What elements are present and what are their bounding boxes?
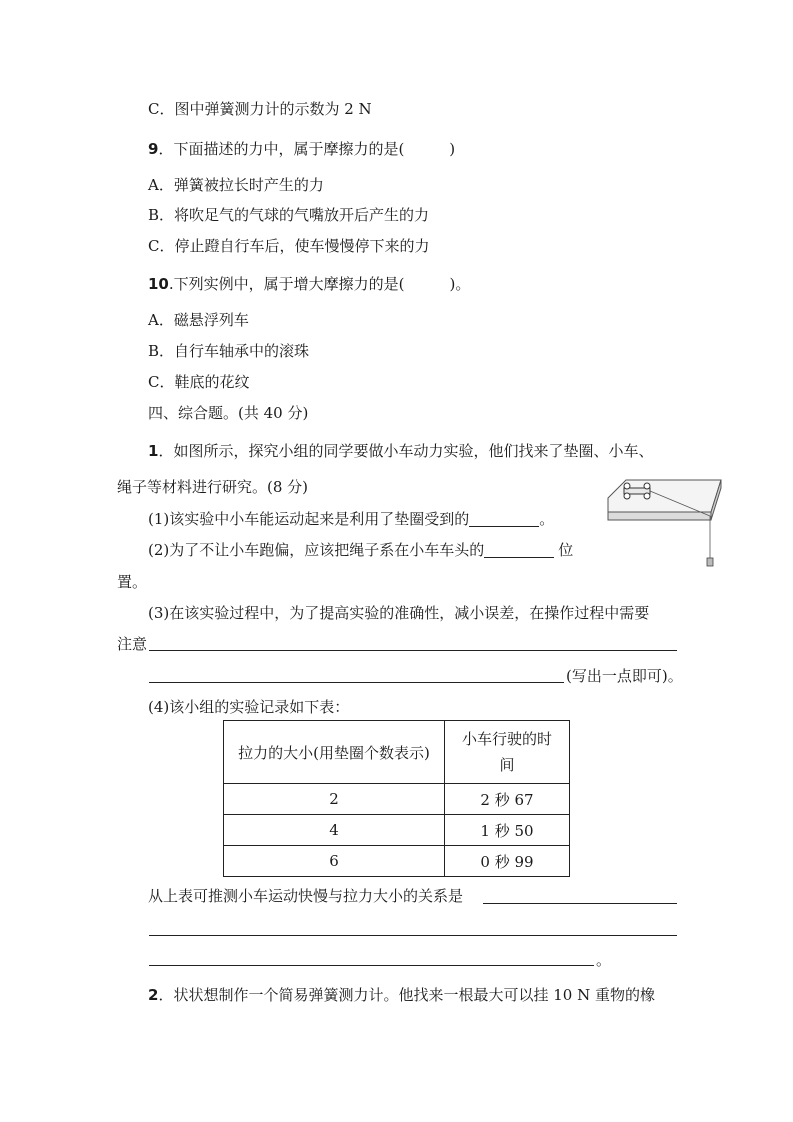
s4-q1-conclusion-end: 。	[596, 951, 612, 969]
s4-q2-number: 2	[148, 986, 159, 1004]
table-cell-time: 0 秒 99	[445, 846, 570, 877]
s4-q1-sub2-text: (2)为了不让小车跑偏，应该把绳子系在小车车头的	[148, 541, 485, 559]
s4-q2-stem	[148, 985, 655, 1005]
table-cell-time: 1 秒 50	[445, 815, 570, 846]
q9-stem	[148, 139, 455, 159]
q10-option-c: C．鞋底的花纹	[148, 373, 250, 391]
s4-q1-sub3-suffix: (写出一点即可)。	[566, 667, 683, 685]
s4-q1-sub1	[148, 509, 554, 529]
experiment-record-table	[223, 720, 570, 877]
header-time-line2: 间	[499, 756, 515, 774]
table-cell-force: 4	[224, 815, 445, 846]
conclusion-answer-line-2[interactable]	[149, 935, 677, 936]
table-row	[224, 815, 570, 846]
s4-q1-number: 1	[148, 442, 159, 460]
q10-option-a: A．磁悬浮列车	[148, 311, 249, 329]
sub1-answer-blank[interactable]	[469, 510, 539, 527]
cart-experiment-figure	[604, 470, 722, 572]
s4-q1-sub2-end: 位	[558, 541, 574, 559]
q10-stem-text: .下列实例中，属于增大摩擦力的是( )。	[168, 275, 471, 293]
table-row	[224, 846, 570, 877]
q10-option-b: B．自行车轴承中的滚珠	[148, 342, 310, 360]
s4-q2-line1: ．状状想制作一个简易弹簧测力计。他找来一根最大可以挂 10 N 重物的橡	[158, 986, 655, 1004]
s4-q1-sub1-end: 。	[539, 510, 555, 528]
s4-q1-line2: 绳子等材料进行研究。(8 分)	[117, 478, 309, 496]
conclusion-answer-line-3[interactable]	[149, 965, 594, 966]
header-time-line1: 小车行驶的时	[461, 730, 552, 748]
q9-option-a: A．弹簧被拉长时产生的力	[148, 176, 324, 194]
q8-option-c: C．图中弹簧测力计的示数为 2 N	[148, 100, 372, 118]
s4-q1-sub1-text: (1)该实验中小车能运动起来是利用了垫圈受到的	[148, 510, 470, 528]
conclusion-answer-line-1[interactable]	[483, 903, 677, 904]
q10-stem	[148, 274, 470, 294]
sub3-answer-line-2[interactable]	[149, 682, 564, 683]
s4-q1-sub2	[148, 540, 573, 560]
s4-q1-sub3-prefix: 注意	[117, 635, 148, 653]
q9-number: 9	[148, 140, 159, 158]
sub2-answer-blank[interactable]	[484, 541, 554, 558]
washer-icon	[707, 558, 713, 566]
table-header-force: 拉力的大小(用垫圈个数表示)	[224, 721, 445, 784]
sub3-answer-line-1[interactable]	[149, 650, 677, 651]
table-cell-time: 2 秒 67	[445, 784, 570, 815]
table-row	[224, 784, 570, 815]
section4-title: 四、综合题。(共 40 分)	[148, 404, 309, 422]
table-header-row	[224, 721, 570, 784]
s4-q1-conclusion: 从上表可推测小车运动快慢与拉力大小的关系是	[148, 887, 464, 905]
table-cell-force: 2	[224, 784, 445, 815]
s4-q1-sub3-line1: (3)在该实验过程中，为了提高实验的准确性，减小误差，在操作过程中需要	[148, 604, 650, 622]
q9-option-c: C．停止蹬自行车后，使车慢慢停下来的力	[148, 237, 430, 255]
s4-q1-stem	[148, 441, 653, 461]
s4-q1-sub4: (4)该小组的实验记录如下表：	[148, 698, 350, 716]
q10-number: 10	[148, 275, 169, 293]
s4-q1-sub2-cont: 置。	[117, 573, 148, 591]
s4-q1-line1: ．如图所示，探究小组的同学要做小车动力实验，他们找来了垫圈、小车、	[158, 442, 654, 460]
table-header-time	[445, 721, 570, 784]
q9-stem-text: ．下面描述的力中，属于摩擦力的是( )	[158, 140, 456, 158]
q9-option-b: B．将吹足气的气球的气嘴放开后产生的力	[148, 206, 430, 224]
table-cell-force: 6	[224, 846, 445, 877]
